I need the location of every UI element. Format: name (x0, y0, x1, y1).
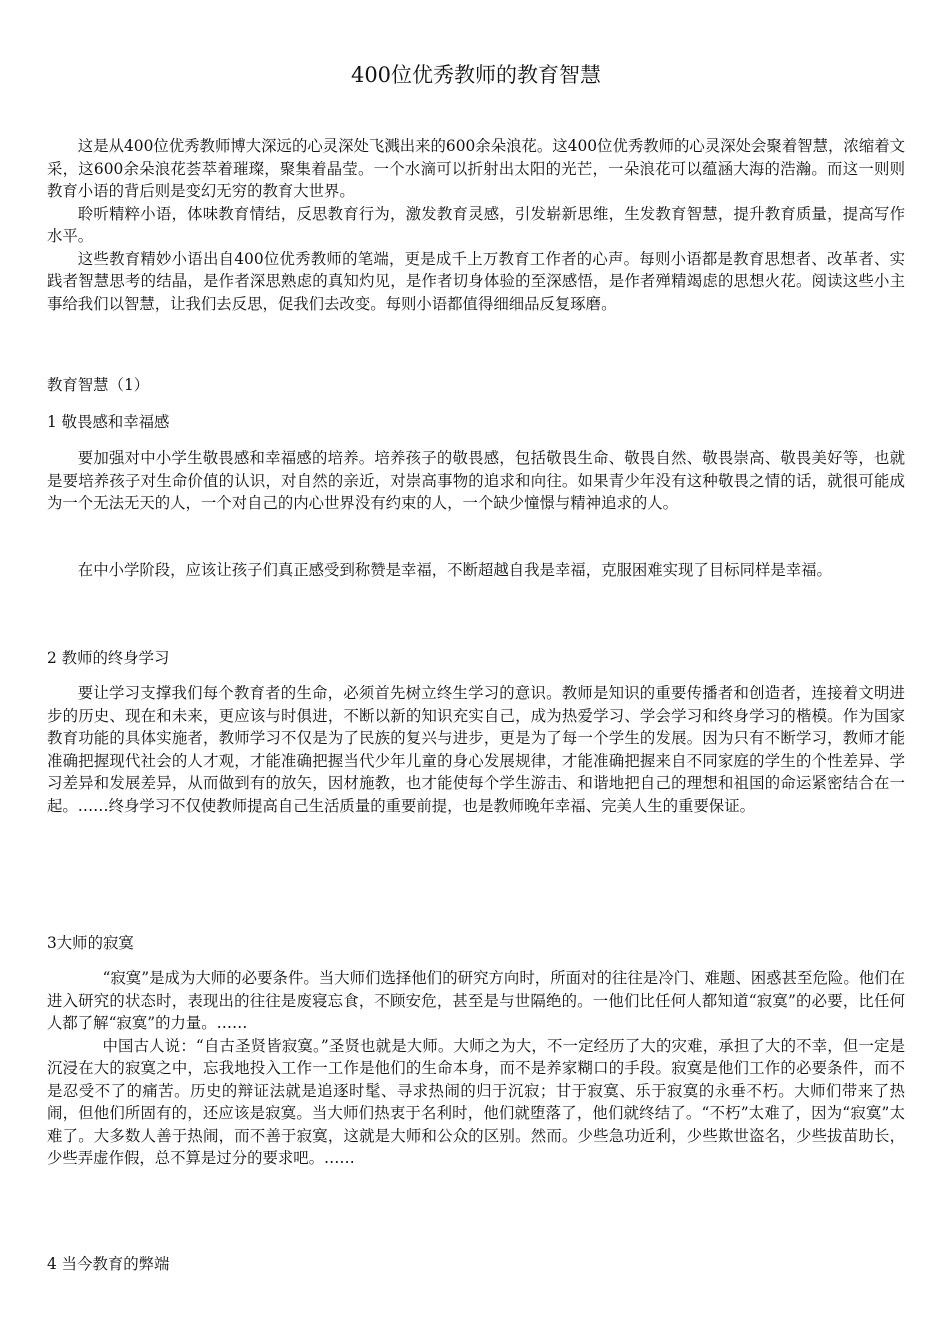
intro-block (47, 135, 905, 315)
section-4-heading: 4 当今教育的弊端 (47, 1255, 170, 1273)
section-2-paragraph-1: 要让学习支撑我们每个教育者的生命，必须首先树立终生学习的意识。教师是知识的重要传播者和创造者，连接着文明进步的历史、现在和未来，更应该与时俱进，不断以新的知识充实自己，成为热爱学习、学会学习和终身学习的楷模。作为国家教育功能的具体实施者，教师学习不仅是为了民族的复兴与进步，更是为了每一个学生的发展。因为只有不断学习，教师才能准确把握现代社会的人才观，才能准确把握当代少年儿童的身心发展规律，才能准确把握来自不同家庭的学生的个性差异、学习差异和发展差异，从而做到有的放矢，因材施教，也才能使每个学生游击、和谐地把自己的理想和祖国的命运紧密结合在一起。……终身学习不仅使教师提高自己生活质量的重要前提，也是教师晚年幸福、完美人生的重要保证。 (47, 684, 905, 815)
section-2-body (47, 682, 905, 817)
intro-paragraph-1: 这是从400位优秀教师博大深远的心灵深处飞溅出来的600余朵浪花。这400位优秀教师的心灵深处会聚着智慧，浓缩着文采，这600余朵浪花荟萃着璀璨，聚集着晶莹。一个水滴可以折射出太阳的光芒，一朵浪花可以蕴涵大海的浩瀚。而这一则则教育小语的背后则是变幻无穷的教育大世界。 (47, 137, 905, 200)
section-1-body-2 (47, 559, 905, 582)
section-1-body (47, 447, 905, 515)
intro-paragraph-2: 聆听精粹小语，体味教育情结，反思教育行为，激发教育灵感，引发崭新思维，生发教育智慧，提升教育质量，提高写作水平。 (47, 204, 905, 245)
section-3-paragraph-2: 中国古人说：“自古圣贤皆寂寞。”圣贤也就是大师。大师之为大，不一定经历了大的灾难，承担了大的不幸，但一定是沉浸在大的寂寞之中，忘我地投入工作一工作是他们的生命本身，而不是养家糊口的手段。寂寞是他们工作的必要条件，而不是忍受不了的痛苦。历史的辩证法就是追逐时髦、寻求热闹的归于沉寂；甘于寂寞、乐于寂寞的永垂不朽。大师们带来了热闹，但他们所固有的，还应该是寂寞。当大师们热衷于名利时，他们就堕落了，他们就终结了。“不朽”太难了，因为“寂寞”太难了。大多数人善于热闹，而不善于寂寞，这就是大师和公众的区别。然而。少些急功近利，少些欺世盗名，少些拔苗助长，少些弄虚作假，总不算是过分的要求吧。…… (47, 1036, 905, 1167)
document-title: 400位优秀教师的教育智慧 (350, 63, 602, 87)
intro-paragraph-3: 这些教育精妙小语出自400位优秀教师的笔端，更是成千上万教育工作者的心声。每则小语都是教育思想者、改革者、实践者智慧思考的结晶，是作者深思熟虑的真知灼见，是作者切身体验的至深感悟，是作者殚精竭虑的思想火花。阅读这些小主事给我们以智慧，让我们去反思，促我们去改变。每则小语都值得细细品反复琢磨。 (47, 249, 905, 313)
section-3-body (47, 967, 905, 1170)
section-3-heading: 3大师的寂寞 (47, 934, 134, 952)
section-2-heading: 2 教师的终身学习 (47, 649, 170, 667)
section-label: 教育智慧（1） (47, 376, 150, 394)
section-3-paragraph-1: “寂寞”是成为大师的必要条件。当大师们选择他们的研究方向时，所面对的往往是冷门、难题、困惑甚至危险。他们在进入研究的状态时，表现出的往往是废寝忘食，不顾安危，甚至是与世隔绝的。一他们比任何人都知道“寂寞”的必要，比任何人都了解“寂寞”的力量。…… (47, 969, 905, 1032)
section-1-paragraph-2: 在中小学阶段，应该让孩子们真正感受到称赞是幸福，不断超越自我是幸福，克服困难实现了目标同样是幸福。 (77, 561, 832, 579)
section-1-heading: 1 敬畏感和幸福感 (47, 413, 170, 431)
section-1-paragraph-1: 要加强对中小学生敬畏感和幸福感的培养。培养孩子的敬畏感，包括敬畏生命、敬畏自然、敬畏崇高、敬畏美好等，也就是要培养孩子对生命价值的认识，对自然的亲近，对崇高事物的追求和向往。如果青少年没有这种敬畏之情的话，就很可能成为一个无法无天的人，一个对自己的内心世界没有约束的人，一个缺少憧憬与精神追求的人。 (47, 449, 905, 512)
